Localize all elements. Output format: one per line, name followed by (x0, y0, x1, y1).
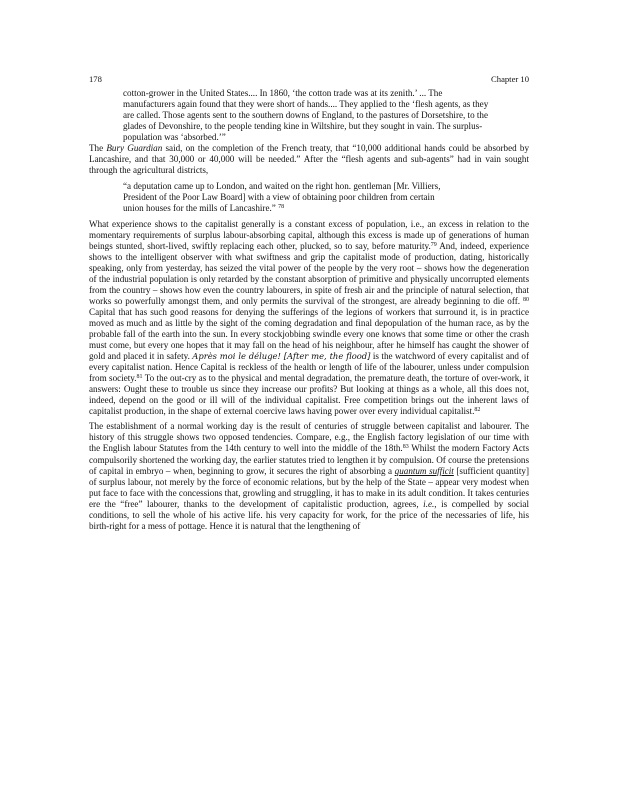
paragraph-experience (89, 219, 529, 418)
text-run: And, indeed, experience shows to the intelligent observer with what swiftness and grip the capitalist mode of production, dating, historically speaking, only from yesterday, has seized the vital power of the people by the very root – shows how the degeneration of the industrial population is only retarded by the constant absorption of primitive and physically uncorrupted elements from the country – shows how even the country labourers, in spite of fresh air and the principle of natural selection, that works so powerfully amongst them, and only permits the survival of the strongest, are already beginning to die off. (89, 240, 529, 306)
text-run: , is compelled by social conditions, to sell the whole of his active life. his very capacity for work, for the price of the necessaries of life, his birth-right for a mess of pottage. Hence it is natural that the lengthening of (89, 498, 529, 531)
block-quote-2 (123, 181, 453, 214)
page-number: 178 (89, 74, 102, 84)
text-run: What experience shows to the capitalist generally is a constant excess of population, i.e., an excess in relation to the momentary requirements of surplus labour-absorbing capital, although this excess is made up of generations of human beings stunted, short-lived, swiftly replacing each other, plucked, so to say, before maturity. (89, 218, 529, 251)
french-phrase: Après moi le déluge! [After me, the flood] (192, 351, 371, 362)
paragraph-normal-working-day (89, 421, 529, 531)
footnote-ref-81[interactable]: 81 (136, 374, 143, 381)
text-run: is the watchword of every capitalist and of every capitalist nation. Hence Capital is reckless of the health or length of life of the labourer, unless under compulsion from society. (89, 351, 529, 384)
text-run: To the out-cry as to the physical and mental degradation, the premature death, the torture of over-work, it answers: Ought these to trouble us since they increase our profits? But looking at things as a whole, all this does not, indeed, depend on the good or ill will of the individual capitalist. Free competition brings out the inherent laws of capitalist production, in the shape of external coercive laws having power over every individual capitalist. (89, 373, 529, 417)
abbreviation-ie: i.e. (423, 498, 435, 509)
footnote-ref-82[interactable]: 82 (474, 407, 481, 414)
newspaper-title: Bury Guardian (106, 143, 163, 154)
chapter-label: Chapter 10 (491, 74, 529, 84)
text-run: The (89, 143, 107, 154)
footnote-ref-79[interactable]: 79 (430, 241, 437, 248)
footnote-ref-83[interactable]: 83 (402, 444, 409, 451)
footnote-ref-78[interactable]: 78 (278, 204, 285, 211)
text-run: [sufficient quantity] of surplus labour, not merely by the force of economic relations, but by the help of the State – appear very modest when put face to face with the concessions that, growling and struggling, it has to make in its adult condition. It takes centuries ere the “free” labourer, thanks to the development of capitalistic production, agrees, (89, 465, 530, 509)
text-run: Whilst the modern Factory Acts compulsorily shortened the working day, the earlier statutes tried to lengthen it by compulsion. Of course the pretensions of capital in embryo – when, beginning to grow, it secures the right of absorbing a (89, 443, 529, 476)
text-run: said, on the completion of the French treaty, that “10,000 additional hands could be absorbed by Lancashire, and that 30,000 or 40,000 will be needed.” After the “flesh agents and sub-agents” had in vain sought through the agricultural districts, (89, 143, 529, 176)
text-run: Capital that has such good reasons for denying the sufferings of the legions of workers that surround it, is in practice moved as much and as little by the sight of the coming degradation and final depopulation of the human race, as by the probable fall of the earth into the sun. In every stockjobbing swindle every one knows that some time or other the crash must come, but every one hopes that it may fall on the head of his neighbour, after he himself has caught the shower of gold and placed it in safety. (89, 306, 529, 362)
page-body (89, 88, 529, 532)
block-quote-1: cotton-grower in the United States.... In 1860, ‘the cotton trade was at its zenith.’ ... The manufacturers again found that they were short of hands.... They applied to the ‘flesh agents, as they are called. Those agents sent to the southern downs of England, to the pastures of Dorsetshire, to the glades of Devonshire, to the people tending kine in Wiltshire, but they sought in vain. The surplus-population was ‘absorbed.’” (123, 88, 489, 143)
quote-text: “a deputation came up to London, and waited on the right hon. gentleman [Mr. Villiers, President of the Poor Law Board] with a view of obtaining poor children from certain union houses for the mills of Lancashire.” (123, 181, 441, 214)
latin-phrase: quantum sufficit (394, 465, 454, 476)
text-run: The establishment of a normal working day is the result of centuries of struggle between capitalist and labourer. The history of this struggle shows two opposed tendencies. Compare, e.g., the English factory legislation of our time with the English labour Statutes from the 14th century to well into the middle of the 18th. (89, 421, 529, 454)
paragraph-bury-guardian (89, 143, 529, 176)
footnote-ref-80[interactable]: 80 (523, 296, 529, 303)
